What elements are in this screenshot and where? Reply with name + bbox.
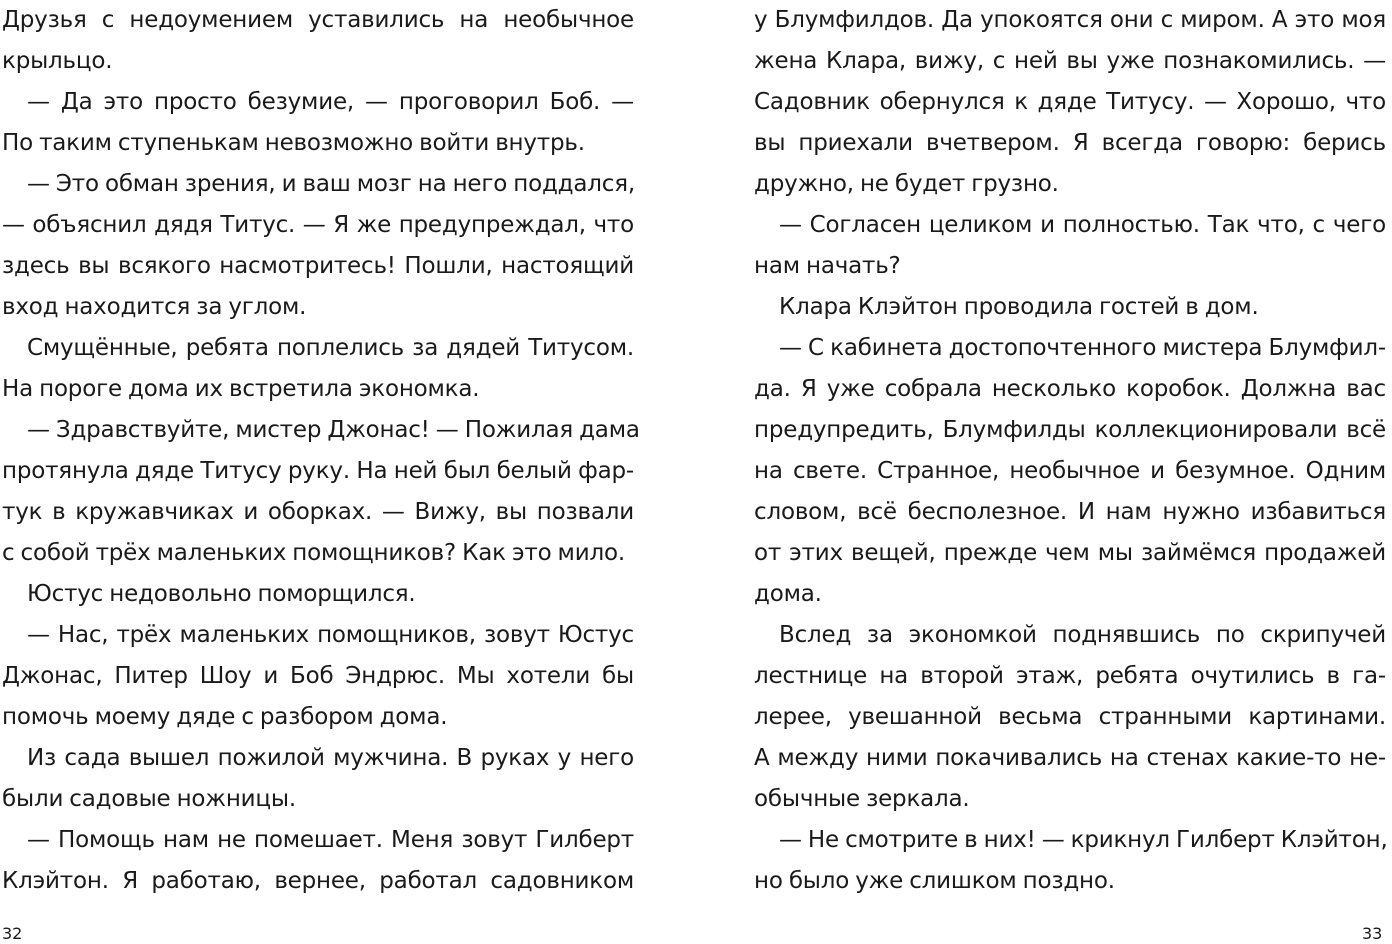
text-line: с собой трёх маленьких помощников? Как это мило. — [2, 540, 625, 566]
text-line: — Согласен целиком и полностью. Так что, с чего — [779, 212, 1386, 238]
text-line: крыльцо. — [2, 48, 113, 74]
text-line: На пороге дома их встретила экономка. — [2, 376, 480, 402]
text-line: лестнице на второй этаж, ребята очутились в га- — [754, 663, 1386, 689]
text-line: были садовые ножницы. — [2, 786, 296, 812]
text-line: предупредить, Блумфилды коллекционировали всё — [754, 417, 1386, 443]
text-line: Клэйтон. Я работаю, вернее, работал садовником — [2, 868, 634, 894]
text-line: вы приехали вчетвером. Я всегда говорю: берись — [754, 130, 1386, 156]
text-line: протянула дяде Титусу руку. На ней был белый фар- — [2, 458, 634, 484]
text-line: Юстус недовольно поморщился. — [27, 581, 416, 607]
text-line: — Здравствуйте, мистер Джонас! — Пожилая дама — [27, 417, 640, 443]
text-line: от этих вещей, прежде чем мы займёмся продажей — [754, 540, 1386, 566]
text-line: Из сада вышел пожилой мужчина. В руках у него — [27, 745, 634, 771]
text-line: — Нас, трёх маленьких помощников, зовут Юстус — [27, 622, 634, 648]
page-number-left: 32 — [2, 924, 23, 943]
page-number-right: 33 — [1362, 924, 1383, 943]
text-line: но было уже слишком поздно. — [754, 868, 1115, 894]
right-page — [754, 0, 1386, 944]
text-line: да. Я уже собрала несколько коробок. Должна вас — [754, 376, 1386, 402]
text-line: Смущённые, ребята поплелись за дядей Титусом. — [27, 335, 634, 361]
text-line: Вслед за экономкой поднявшись по скрипучей — [779, 622, 1386, 648]
text-line: вход находится за углом. — [2, 294, 307, 320]
text-line: жена Клара, вижу, с ней вы уже познакомились. — — [754, 48, 1386, 74]
text-line: нам начать? — [754, 253, 901, 279]
text-line: По таким ступенькам невозможно войти внутрь. — [2, 130, 585, 156]
text-line: — Да это просто безумие, — проговорил Боб. — — [27, 89, 634, 115]
text-line: здесь вы всякого насмотритесь! Пошли, настоящий — [2, 253, 634, 279]
text-line: у Блумфилдов. Да упокоятся они с миром. А это моя — [754, 7, 1386, 33]
text-line: на свете. Странное, необычное и безумное. Одним — [754, 458, 1386, 484]
text-line: — С кабинета достопочтенного мистера Блумфил- — [779, 335, 1386, 361]
text-line: Друзья с недоумением уставились на необычное — [2, 7, 634, 33]
text-line: лерее, увешанной весьма странными картинами. — [754, 704, 1386, 730]
text-line: — Это обман зрения, и ваш мозг на него поддался, — [27, 171, 635, 197]
left-page — [2, 0, 640, 944]
text-line: помочь моему дяде с разбором дома. — [2, 704, 448, 730]
text-line: обычные зеркала. — [754, 786, 970, 812]
text-line: дружно, не будет грузно. — [754, 171, 1059, 197]
text-line: Клара Клэйтон проводила гостей в дом. — [779, 294, 1259, 320]
text-line: Садовник обернулся к дяде Титусу. — Хорошо, что — [754, 89, 1386, 115]
text-line: Джонас, Питер Шоу и Боб Эндрюс. Мы хотели бы — [2, 663, 634, 689]
text-line: тук в кружавчиках и оборках. — Вижу, вы позвали — [2, 499, 634, 525]
text-line: — Помощь нам не помешает. Меня зовут Гилберт — [27, 827, 634, 853]
text-line: — объяснил дядя Титус. — Я же предупреждал, что — [2, 212, 634, 238]
text-line: дома. — [754, 581, 822, 607]
text-line: А между ними покачивались на стенах какие-то не- — [754, 745, 1386, 771]
text-line: словом, всё бесполезное. И нам нужно избавиться — [754, 499, 1386, 525]
text-line: — Не смотрите в них! — крикнул Гилберт Клэйтон, — [779, 827, 1388, 853]
